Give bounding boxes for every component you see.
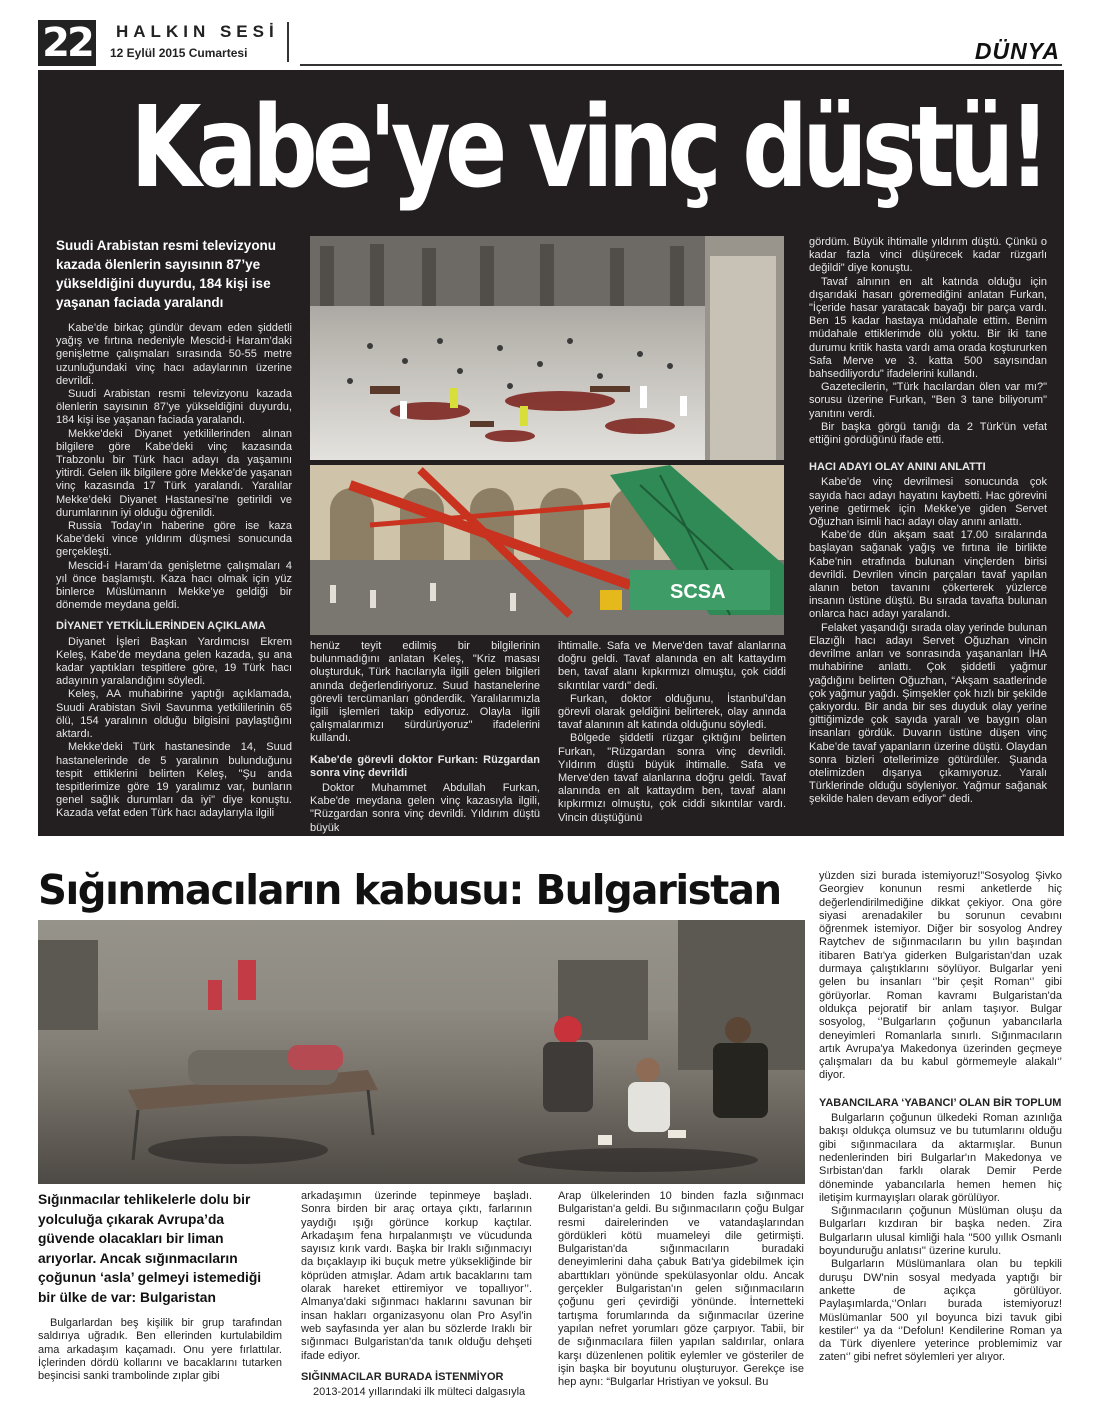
paragraph: Bulgarların Müslümanlara olan bu tepkili duruşu DW'nin sosyal medyada yaptığı bir ankette de açıkça görülüyor. Paylaşımlarda,‘’Onları burada istemiyoruz! Müslümanlar 500 yıl boyunca bizi tavuk gibi kestiler‘’ ya da ‘’Defolun! Kendilerine Roman ya da Türk diyenlere yeterince problemimiz var zaten‘’ gibi nefret söylemleri yer alıyor. bbox=[819, 1258, 1062, 1364]
refugee-camp-photo bbox=[38, 920, 805, 1184]
masthead bbox=[0, 0, 1102, 70]
paragraph: Kabe’de dün akşam saat 17.00 sıralarında başlayan sağanak yağış ve fırtına ile birlikte Kabe’nin etrafında bulunan vinçlerden birisi devrildi. Devrilen vincin parçaları tavaf yapılan alanın beton tavanını çökerterek yüzlerce insanın üstüne düştü. Bu sırada tavafta bulunan onlarca hacı adayı yaralandı. bbox=[809, 529, 1047, 621]
courtyard-illustration bbox=[310, 236, 784, 460]
paragraph: Bir başka görgü tanığı da 2 Türk'ün vefat ettiğini gördüğünü ifade etti. bbox=[809, 420, 1047, 447]
section-rule bbox=[300, 64, 1062, 66]
kabe-feature-box bbox=[38, 70, 1064, 836]
paragraph: Mekke'deki Türk hastanesinde 14, Suud hastanelerinde de 5 yaralının bulunduğunu tespit ettiklerini belirten Keleş, "Şu anda tespitlerimize göre 19 yaralımız var, bunların genel sağlık durumları da iyi" diye konuştu. Kazada vefat eden Türk hacı adaylarıyla ilgili bbox=[56, 741, 292, 820]
crane-illustration bbox=[310, 465, 784, 635]
refugee-illustration bbox=[38, 920, 805, 1184]
paragraph: Bulgarların çoğunun ülkedeki Roman azınlığa bakışı oldukça olumsuz ve bu tutumlarını olduğu gibi sığınmacılara da aktarmışlar. Bunun nedenlerinden biri Bulgarlar'ın Makedonya ve Sırbistan'dan farklı olarak Demir Perde döneminde yabancılarla hemen hemen hiç iletişim kurmayışları olarak görülüyor. bbox=[819, 1112, 1062, 1204]
paragraph: henüz teyit edilmiş bir bilgilerinin bulunmadığını anlatan Keleş, "Kriz masası oluşturduk, Türk hacılarıyla ilgili gelen bilgileri anında değerlendiriyoruz. Suud hastanelerine görevli tercümanları gönderdik. Yaralılarımızla ilgili işlemleri takip ediyoruz. Olayla ilgili çalışmalarımızı sürdürüyoruz" ifadelerini kullandı. bbox=[310, 640, 540, 745]
subheading: DİYANET YETKİLİLERİNDEN AÇIKLAMA bbox=[56, 620, 266, 633]
bulgaria-headline: Sığınmacıların kabusu: Bulgaristan bbox=[38, 866, 781, 914]
bulgaria-column-2 bbox=[301, 1190, 532, 1399]
kabe-headline: Kabe'ye vinç düştü! bbox=[130, 83, 1045, 213]
kabe-column-1 bbox=[56, 236, 292, 821]
paragraph: Diyanet İşleri Başkan Yardımcısı Ekrem Keleş, Kabe'de meydana gelen kazada, şu ana kadar yaptıkları tespitlere göre, 19 Türk hacı adayının yaralandığını söyledi. bbox=[56, 635, 292, 688]
newspaper-name: HALKIN SESİ bbox=[116, 22, 279, 41]
subheading: YABANCILARA ‘YABANCI’ OLAN BİR TOPLUM bbox=[819, 1096, 1062, 1109]
paragraph: Kabe’de vinç devrilmesi sonucunda çok sayıda hacı adayı hayatını kaybetti. Hac görevini yerine getirmek için Mekke’ye giden Servet Oğuzhan isimli hacı adayı olay anını anlattı. bbox=[809, 476, 1047, 529]
paragraph: Bölgede şiddetli rüzgar çıktığını belirten Furkan, "Rüzgardan sonra vinç devrildi. Yıldırım düştü büyük ihtimalle. Safa ve Merve'den tavaf alanlarına doğru geldi. Tavaf alanında en alt kattaydım ben, tavaf alanı kıpkırmızı olmuştu, çok ciddi sıkıntılar vardı. Vincin düştüğünü bbox=[558, 732, 786, 824]
paragraph: gördüm. Büyük ihtimalle yıldırım düştü. Çünkü o kadar fazla vinci düşürecek kadar rüzgarlı değildi" diye konuştu. bbox=[809, 236, 1047, 275]
paragraph: arkadaşımın üzerinde tepinmeye başladı. Sonra birden bir araç ortaya çıktı, farlarının yaydığı ışığı görünce korkup kaçtılar. Arkadaşım fena hırpalanmıştı ve vücudunda sayısız kırık vardı. Başka bir Iraklı sığınmacıyı da bıçaklayıp iki buçuk metre yüksekliğinde bir köprüden atmışlar. Adam artık bacaklarını tam olarak hareket ettiremiyor ve topallıyor’’. Almanya'daki sığınmacı haklarını savunan bir insan hakları organizasyonu olan Pro Asyl'in web sayfasında yer alan bu sözlerde Iraklı bir sığınmacı Bulgaristan'da tanık olduğu dehşeti ifade ediyor. bbox=[301, 1190, 532, 1362]
paragraph: ihtimalle. Safa ve Merve'den tavaf alanlarına doğru geldi. Tavaf alanında en alt kattaydım ben, tavaf alanı kıpkırmızı olmuştu, çok ciddi sıkıntılar vardı" dedi. bbox=[558, 640, 786, 692]
bulgaria-spot: Sığınmacılar tehlikelerle dolu bir yolculuğa çıkarak Avrupa’da güvende olacakları bir liman arıyorlar. Ancak sığınmacıların çoğunun ‘asla’ gelmeyi istemediği bir ülke de var: Bulgaristan bbox=[38, 1192, 262, 1305]
fallen-crane-photo bbox=[310, 465, 784, 635]
paragraph: Mescid-i Haram’da genişletme çalışmaları 4 yıl önce başlamıştı. Kaza hacı olmak için yüz binlerce Müslümanın Mekke’ye geldiği bir dönemde meydana geldi. bbox=[56, 559, 292, 612]
kabe-courtyard-photo bbox=[310, 236, 784, 460]
subheading: HACI ADAYI OLAY ANINI ANLATTI bbox=[809, 461, 986, 474]
paragraph: yüzden sizi burada istemiyoruz!”Sosyolog Şivko Georgiev konunun resmi anketlerde hiç değerlendirilmediğine dikkat çekiyor. Ona göre siyasi arenadakiler bu sorunun cevabını öğrenmek istemiyor. Diğer bir sosyolog Andrey Raytchev de sığınmacıların bu yılın başından itibaren Batı'ya giderken Bulgaristan'dan uzak durmaya çalıştıklarını söylüyor. Bulgarlar yeni gelen bu insanları ‘’bir çeşit Roman‘’ gibi görüyorlar. Roman kavramı Bulgaristan'da oldukça pejoratif bir anlam taşıyor. Bulgar sosyolog, ‘’Bulgarların çoğunun yabancılarla deneyimleri Romanlarla sınırlı. Sığınmacıların artık Avrupa'ya Makedonya üzerinden geçmeye çalışmaları da bu kabul görmemeyle alakalı‘’ diyor. bbox=[819, 870, 1062, 1082]
paragraph: Suudi Arabistan resmi televizyonu kazada ölenlerin sayısının 87’ye yükseldiğini duyurdu, 184 kişi ise yaşanan faciada yaralandı. bbox=[56, 388, 292, 427]
paragraph: Kabe’de birkaç gündür devam eden şiddetli yağış ve fırtına nedeniyle Mescid-i Haram’daki genişletme çalışmaları sırasında 50-55 metre uzunluğundaki vinç hacı adaylarının üzerine devrildi. bbox=[56, 322, 292, 387]
paragraph: Gazetecilerin, "Türk hacılardan ölen var mı?" sorusu üzerine Furkan, "Ben 3 tane biliyorum" yanıtını verdi. bbox=[809, 381, 1047, 420]
paragraph: Arap ülkelerinden 10 binden fazla sığınmacı Bulgaristan'a geldi. Bu sığınmacıların çoğu Bulgar resmi dairelerinden ve vatandaşlarından gördükleri kötü muameleyi dile getirmişti. Bulgaristan'da sığınmacıların buradaki deneyimlerini daha çabuk Batı'ya gidebilmek için abarttıkları yönünde spekülasyonlar oldu. Ancak gerçekler Bulgaristan'ın gelen sığınmacıların çoğunu geri çevirdiği yönünde. İnternetteki tartışma forumlarında da sığınmacılar üzerine yapılan nefret yorumları göze çarpıyor. Tabii, bir de sığınmacılara fiilen yapılan saldırılar, onlara karşı düzenlenen politik eylemler ve gösteriler de işin başka bir boyutunu oluşturuyor. Gerekçe ise hep aynı: “Bulgarlar Hristiyan ve yoksul. Bu bbox=[558, 1190, 804, 1389]
paragraph: 2013-2014 yıllarındaki ilk mülteci dalgasıyla bbox=[313, 1386, 526, 1399]
paragraph: Sığınmacıların çoğunun Müslüman oluşu da Bulgarları kızdıran bir başka neden. Zira Bulgarların ulusal kimliği hala ''500 yıllık Osmanlı boyunduruğu anlatısı'' üzerine kurulu. bbox=[819, 1205, 1062, 1258]
bulgaria-column-3 bbox=[558, 1190, 804, 1389]
paragraph: Bulgarlardan beş kişilik bir grup tarafından saldırıya uğradık. Ben ellerinden kurtulabildim ama arkadaşım kaçamadı. Onu yere fırlattılar. İçlerinden dördü kollarını ve bacaklarını tutarken beşincisi sanki trambolinde zıplar gibi bbox=[38, 1317, 282, 1383]
subheading: SIĞINMACILAR BURADA İSTENMİYOR bbox=[301, 1370, 504, 1383]
bulgaria-column-1 bbox=[38, 1190, 282, 1383]
paragraph: Furkan, doktor olduğunu, İstanbul'dan görevli olarak geldiğini belirterek, olay anında tavaf alanının alt katında olduğunu söyledi. bbox=[558, 692, 786, 732]
paragraph: Felaket yaşandığı sırada olay yerinde bulunan Elazığlı hacı adayı Servet Oğuzhan vincin devrilme anları ve sonrasında yaşananları İHA muhabirine anlattı. Çok şiddetli yağmur yağdığını belirten Oğuzhan, “Akşam saatlerinde çok yağmur yağdı. Şimşekler çok hızlı bir şekilde çakıyordu. Bir anda bir ses duyduk olay yerine gittiğimizde çok sayıda yaralı ve baygın olan insanları gördük. Duvarın üstüne düşen vinç Kabe’de tavaf yapanların üzerine düştü. Olaydan sonra bizleri otellerimize götürdüler. Şuanda otelimizden dışarıya çıkamıyoruz. Yaralı Türklerinde olduğu söyleniyor. Yağmur sağanak şekilde halen devam ediyor” dedi. bbox=[809, 621, 1047, 806]
paragraph: Doktor Muhammet Abdullah Furkan, Kabe'de meydana gelen vinç kazasıyla ilgili, "Rüzgardan sonra vinç devrildi. Yıldırım düştü büyük bbox=[310, 782, 540, 834]
paragraph: Tavaf alnının en alt katında olduğu için dışarıdaki hasarı göremediğini anlatan Furkan, "İçeride hasar yaratacak bayağı bir parça vardı. Ben 15 kadar hastaya müdahale ettim. Benim müdahale ettiklerimde ölü yoktu. Bir iki tane durumu kritik hasta vardı ama orada koştururken Safa Merve ve 3. katta 500 sayısından bahsediliyordu" ifadelerini kullandı. bbox=[809, 275, 1047, 381]
page-number: 22 bbox=[38, 20, 96, 66]
issue-date: 12 Eylül 2015 Cumartesi bbox=[110, 46, 248, 60]
kabe-column-2 bbox=[310, 640, 540, 835]
section-label: DÜNYA bbox=[974, 38, 1060, 64]
subheading: Kabe'de görevli doktor Furkan: Rüzgardan sonra vinç devrildi bbox=[310, 753, 540, 779]
paragraph: Mekke'deki Diyanet yetkililerinden alınan bilgilere göre Kabe'deki vinç kazasında Trabzonlu bir Türk hacı adayı da yaşamını yitirdi. Gelen ilk bilgilere göre Mekke’de yaşanan vinç kazasında 17 Türk yaralandı. Yaralılar Mekke’deki Diyanet Hastanesi’ne getirildi ve durumlarının iyi olduğu öğrenildi. bbox=[56, 427, 292, 519]
paragraph: Keleş, AA muhabirine yaptığı açıklamada, Suudi Arabistan Sivil Savunma yetkililerinin 65 ölü, 154 yaralının olduğu bilgisini paylaştığını aktardı. bbox=[56, 688, 292, 741]
kabe-spot: Suudi Arabistan resmi televizyonu kazada ölenlerin sayısının 87’ye yükseldiğini duyurdu, 184 kişi ise yaşanan faciada yaralandı bbox=[56, 238, 277, 310]
bulgaria-column-4 bbox=[819, 870, 1062, 1365]
masthead-divider bbox=[287, 22, 289, 62]
kabe-column-4 bbox=[809, 236, 1047, 807]
crane-sign: SCSA bbox=[670, 581, 726, 603]
paragraph: Russia Today’ın haberine göre ise kaza Kabe’deki vince yıldırım düşmesi sonucunda gerçekleşti. bbox=[56, 520, 292, 559]
kabe-column-3 bbox=[558, 640, 786, 825]
